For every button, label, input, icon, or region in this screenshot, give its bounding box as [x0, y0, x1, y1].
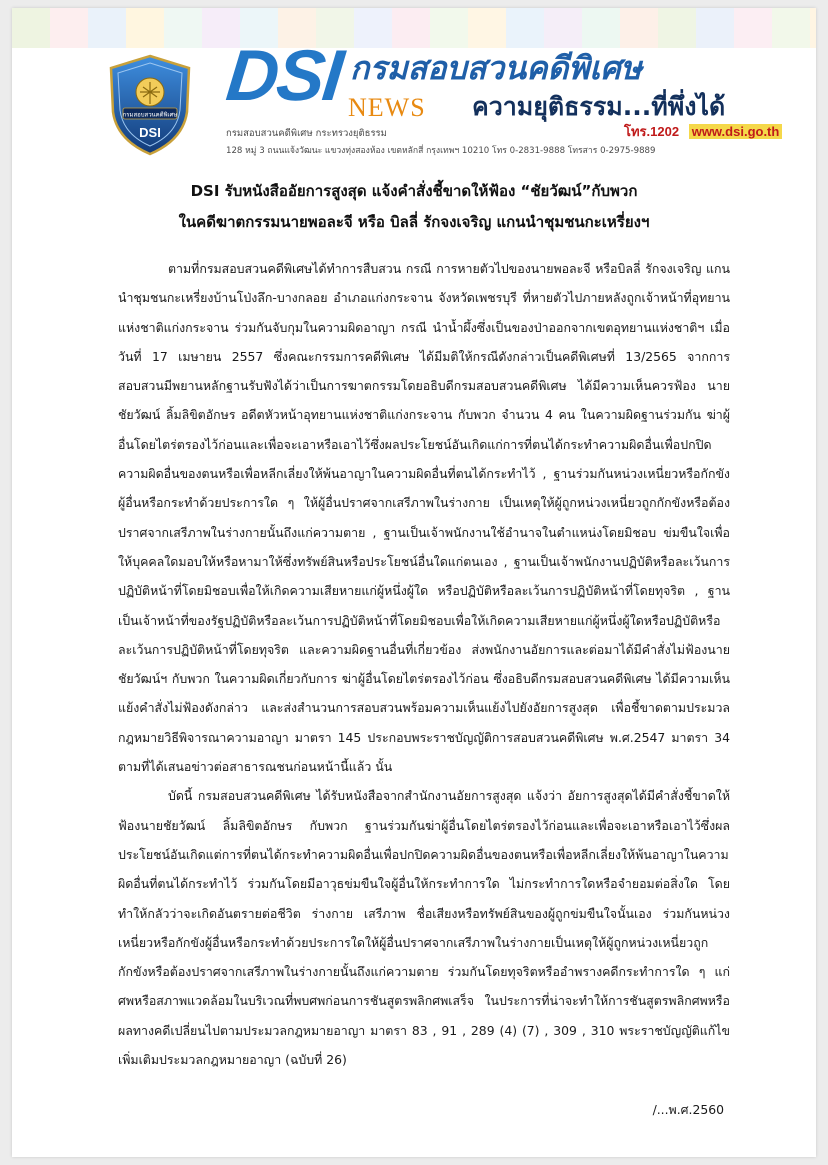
logo-caption-thai: กรมสอบสวนคดีพิเศษ	[122, 111, 178, 119]
website-label: www.dsi.go.th	[689, 124, 783, 139]
document-page	[12, 8, 816, 1157]
address-line-2: 128 หมู่ 3 ถนนแจ้งวัฒนะ แขวงทุ่งสองห้อง เขตหลักสี่ กรุงเทพฯ 10210 โทร 0-2831-9888 โทรสาร 0-2975-9889	[226, 146, 656, 156]
masthead	[12, 8, 816, 163]
dsi-emblem-icon	[107, 54, 193, 156]
page-continuation: /...พ.ศ.2560	[652, 1102, 724, 1117]
slogan: ความยุติธรรม...ที่พึ่งได้	[472, 92, 726, 121]
news-label: NEWS	[348, 93, 426, 122]
hotline-number: โทร.1202	[624, 124, 680, 139]
address-line-1: กรมสอบสวนคดีพิเศษ กระทรวงยุติธรรม	[226, 128, 387, 139]
article-body	[118, 254, 730, 1074]
hotline-bar	[624, 124, 782, 140]
paragraph-2: บัดนี้ กรมสอบสวนคดีพิเศษ ได้รับหนังสือจากสำนักงานอัยการสูงสุด แจ้งว่า อัยการสูงสุดได้มีคำสั่งชี้ขาดให้ฟ้องนายชัยวัฒน์ ลิ้มลิขิตอักษร กับพวก ฐานร่วมกันฆ่าผู้อื่นโดยไตร่ตรองไว้ก่อนและเพื่อจะเอาหรือเอาไว้ซึ่งผลประโยชน์อันเกิดแต่การที่ตนได้กระทำความผิดอื่นเพื่อปกปิดความผิดอื่นของตนหรือเพื่อหลีกเลี่ยงให้พ้นอาญาในความผิดอื่นที่ตนได้กระทำไว้ ร่วมกันโดยมีอาวุธข่มขืนใจผู้อื่นให้กระทำการใด ไม่กระทำการใดหรือจำยอมต่อสิ่งใด โดยทำให้กลัวว่าจะเกิดอันตรายต่อชีวิต ร่างกาย เสรีภาพ ชื่อเสียงหรือทรัพย์สินของผู้ถูกข่มขืนใจนั้นเอง ร่วมกันหน่วงเหนี่ยวหรือกักขังผู้อื่นหรือกระทำด้วยประการใดให้ผู้อื่นปราศจากเสรีภาพในร่างกายเป็นเหตุให้ผู้ถูกหน่วงเหนี่ยวถูกกักขังหรือต้องปราศจากเสรีภาพในร่างกายนั้นถึงแก่ความตาย ร่วมกันโดยทุจริตหรืออำพรางคดีกระทำการใด ๆ แก่ศพหรือสภาพแวดล้อมในบริเวณที่พบศพก่อนการชันสูตรพลิกศพเสร็จ ในประการที่น่าจะทำให้การชันสูตรพลิกศพหรือผลทางคดีเปลี่ยนไปตามประมวลกฎหมายอาญา มาตรา 83 , 91 , 289 (4) (7) , 309 , 310 พระราชบัญญัติแก้ไขเพิ่มเติมประมวลกฎหมายอาญา (ฉบับที่ 26)	[118, 788, 730, 1068]
headline-line-2: ในคดีฆาตกรรมนายพอละจี หรือ บิลลี่ รักจงเจริญ แกนนำชุมชนกะเหรี่ยงฯ	[178, 213, 650, 231]
department-name: กรมสอบสวนคดีพิเศษ	[350, 49, 642, 87]
dsi-wordmark: DSI	[222, 36, 346, 116]
press-headline	[12, 176, 816, 238]
headline-line-1: DSI รับหนังสืออัยการสูงสุด แจ้งคำสั่งชี้ขาดให้ฟ้อง “ชัยวัฒน์”กับพวก	[190, 182, 638, 200]
logo-caption-dsi: DSI	[139, 125, 161, 140]
paragraph-1: ตามที่กรมสอบสวนคดีพิเศษได้ทำการสืบสวน กรณี การหายตัวไปของนายพอละจี หรือบิลลี่ รักจงเจริญ แกนนำชุมชนกะเหรี่ยงบ้านโป่งลึก-บางกลอย อำเภอแก่งกระจาน จังหวัดเพชรบุรี ที่หายตัวไปภายหลังถูกเจ้าหน้าที่อุทยานแห่งชาติแก่งกระจาน ร่วมกันจับกุมในความผิดอาญา กรณี นำน้ำผึ้งซึ่งเป็นของป่าออกจากเขตอุทยานแห่งชาติฯ เมื่อวันที่ 17 เมษายน 2557 ซึ่งคณะกรรมการคดีพิเศษ ได้มีมติให้กรณีดังกล่าวเป็นคดีพิเศษที่ 13/2565 จากการสอบสวนมีพยานหลักฐานรับฟังได้ว่าเป็นการฆาตกรรมโดยอธิบดีกรมสอบสวนคดีพิเศษ ได้มีความเห็นควรฟ้อง นายชัยวัฒน์ ลิ้มลิขิตอักษร อดีตหัวหน้าอุทยานแห่งชาติแก่งกระจาน กับพวก จำนวน 4 คน ในความผิดฐานร่วมกัน ฆ่าผู้อื่นโดยไตร่ตรองไว้ก่อนและเพื่อจะเอาหรือเอาไว้ซึ่งผลประโยชน์อันเกิดแก่การที่ตนได้กระทำความผิดอื่นเพื่อปกปิดความผิดอื่นของตนหรือเพื่อหลีกเลี่ยงให้พ้นอาญาในความผิดอื่นที่ตนได้กระทำไว้ , ฐานร่วมกันหน่วงเหนี่ยวหรือกักขังผู้อื่นหรือกระทำด้วยประการใด ๆ ให้ผู้อื่นปราศจากเสรีภาพในร่างกาย เป็นเหตุให้ผู้ถูกหน่วงเหนี่ยวถูกกักขังหรือต้องปราศจากเสรีภาพในร่างกายนั้นถึงแก่ความตาย , ฐานเป็นเจ้าพนักงานใช้อำนาจในตำแหน่งโดยมิชอบ ข่มขืนใจเพื่อให้บุคคลใดมอบให้หรือหามาให้ซึ่งทรัพย์สินหรือประโยชน์อื่นใดแก่ตนเอง , ฐานเป็นเจ้าพนักงานปฏิบัติหรือละเว้นการปฏิบัติหน้าที่โดยมิชอบเพื่อให้เกิดความเสียหายแก่ผู้หนึ่งผู้ใด หรือปฏิบัติหรือละเว้นการปฏิบัติหน้าที่โดยทุจริต , ฐานเป็นเจ้าหน้าที่ของรัฐปฏิบัติหรือละเว้นการปฏิบัติหน้าที่โดยมิชอบเพื่อให้เกิดความเสียหายแก่ผู้หนึ่งผู้ใดหรือปฏิบัติหรือละเว้นการปฏิบัติหน้าที่โดยทุจริต และความผิดฐานอื่นที่เกี่ยวข้อง ส่งพนักงานอัยการและต่อมาได้มีคำสั่งไม่ฟ้องนายชัยวัฒน์ฯ กับพวก ในความผิดเกี่ยวกับการ ฆ่าผู้อื่นโดยไตร่ตรองไว้ก่อน ซึ่งอธิบดีกรมสอบสวนคดีพิเศษ ได้มีความเห็นแย้งคำสั่งไม่ฟ้องดังกล่าว และส่งสำนวนการสอบสวนพร้อมความเห็นแย้งไปยังอัยการสูงสุด เพื่อชี้ขาดตามประมวลกฎหมายวิธีพิจารณาความอาญา มาตรา 145 ประกอบพระราชบัญญัติการสอบสวนคดีพิเศษ พ.ศ.2547 มาตรา 34 ตามที่ได้เสนอข่าวต่อสาธารณชนก่อนหน้านี้แล้ว นั้น	[118, 261, 730, 775]
